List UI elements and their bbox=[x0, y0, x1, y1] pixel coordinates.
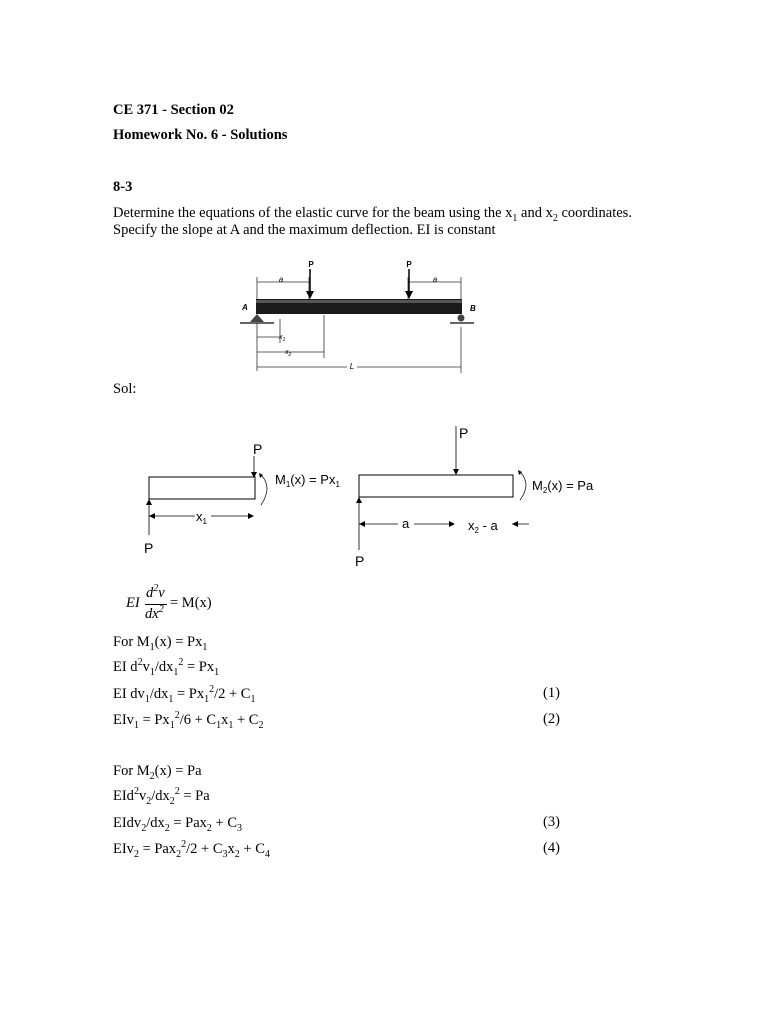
problem-statement-line1: Determine the equations of the elastic curve for the beam using the $x_1$ and $x_2$ coordinates. bbox=[113, 205, 632, 224]
course-title: CE 371 - Section 02 bbox=[113, 102, 234, 118]
load-left-label: P bbox=[308, 260, 314, 269]
solution-label: Sol: bbox=[113, 381, 137, 397]
fbd1-moment-label: $M_1(x) = Px_1$ bbox=[275, 472, 340, 489]
problem-statement-line2: Specify the slope at A and the maximum deflection. EI is constant bbox=[113, 222, 496, 238]
block2-equation-3: $EIdv_2/dx_2 = Pax_2 + C_3$ bbox=[113, 815, 243, 834]
fbd2-beam bbox=[359, 475, 513, 497]
fbd1-moment-arrow bbox=[261, 475, 267, 505]
support-b-label: B bbox=[470, 304, 476, 313]
equation-number-2: (2) bbox=[543, 711, 560, 727]
fbd1-reaction-label: P bbox=[144, 540, 154, 556]
block1-equation-a: EI $d^2v_1/dx_1^2 = Px_1$ bbox=[113, 657, 220, 678]
dim-a-left: a bbox=[278, 275, 284, 284]
load-right-label: P bbox=[406, 260, 412, 269]
general-equation: EI $d^2v$ $dx^2$ = M(x) bbox=[126, 583, 212, 622]
equation-number-3: (3) bbox=[543, 814, 560, 830]
fbd2-load-label: P bbox=[459, 425, 469, 441]
beam-figure bbox=[232, 255, 492, 377]
free-body-diagram-1 bbox=[135, 435, 355, 560]
free-body-diagram-2 bbox=[350, 420, 630, 575]
fbd2-dim-rest: $x_2$ - a bbox=[468, 518, 498, 535]
fbd2-dim-a: a bbox=[402, 516, 410, 531]
block1-equation-1: EI $dv_1/dx_1 = Px_1^2/2 + C_1$ bbox=[113, 684, 256, 705]
block2-equation-a: $EId^2v_2/dx_2^2 = Pa$ bbox=[113, 786, 210, 807]
support-a-label: A bbox=[242, 303, 248, 312]
fbd1-dim-label: $x_1$ bbox=[196, 509, 207, 526]
block2-equation-4: $EIv_2 = Pax_2^2/2 + C_3x_2 + C_4$ bbox=[113, 839, 270, 860]
fbd2-moment-label: $M_2(x) = Pa$ bbox=[532, 478, 594, 495]
block2-heading: For $M_2(x) = Pa$ bbox=[113, 763, 202, 782]
pin-support-a bbox=[250, 314, 264, 322]
coord-x2: $x_2$ bbox=[285, 349, 292, 358]
dim-a-right: a bbox=[432, 275, 438, 284]
homework-title: Homework No. 6 - Solutions bbox=[113, 127, 288, 143]
fbd2-moment-arrow bbox=[520, 472, 526, 500]
block1-equation-2: $EIv_1 = Px_1^2/6 + C_1x_1 + C_2$ bbox=[113, 710, 264, 731]
block1-heading: For $M_1(x) = Px_1$ bbox=[113, 634, 208, 653]
dim-length: L bbox=[349, 362, 355, 371]
fbd1-beam bbox=[149, 477, 255, 499]
fbd2-reaction-label: P bbox=[355, 553, 365, 569]
equation-number-4: (4) bbox=[543, 840, 560, 856]
problem-number: 8-3 bbox=[113, 179, 133, 195]
coord-x1-upper: $x_1$ bbox=[279, 334, 286, 343]
fbd1-load-label: P bbox=[253, 441, 263, 457]
equation-number-1: (1) bbox=[543, 685, 560, 701]
roller-support-b bbox=[458, 315, 465, 322]
